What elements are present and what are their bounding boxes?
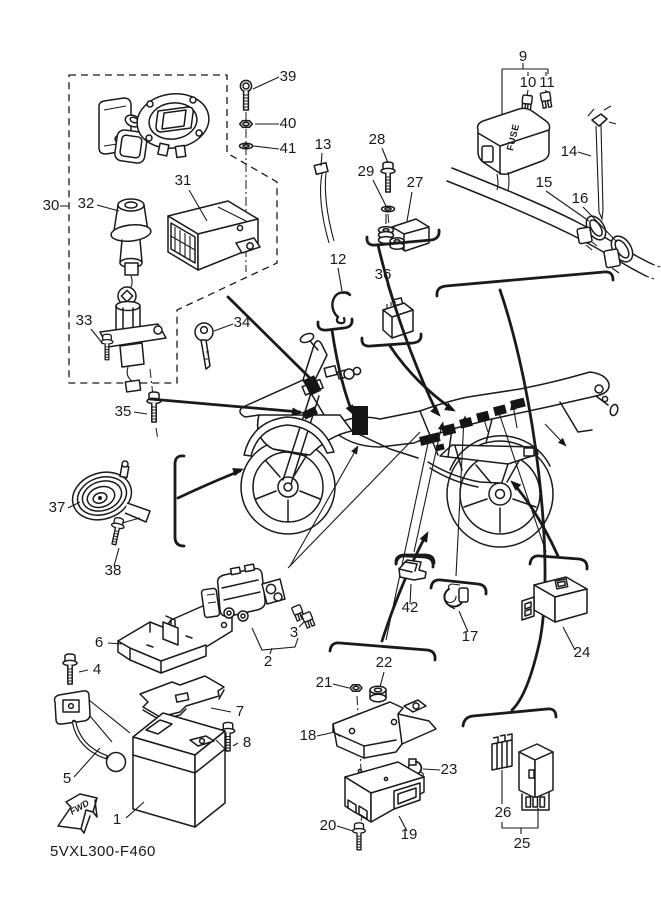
label-12: 12 (329, 251, 347, 268)
harness-tube (447, 168, 660, 279)
label-9: 9 (518, 48, 528, 65)
cable-tie-14 (588, 106, 616, 219)
label-30: 30 (42, 197, 60, 214)
main-switch-assembly (100, 287, 166, 440)
battery (133, 713, 228, 827)
label-4: 4 (92, 661, 102, 678)
label-40: 40 (279, 115, 297, 132)
screw-20 (353, 823, 366, 850)
clip-42 (399, 560, 426, 580)
label-7: 7 (235, 703, 245, 720)
fuse-11 (540, 92, 552, 109)
fwd-text: FWD (68, 797, 91, 817)
label-25: 25 (513, 835, 531, 852)
label-20: 20 (319, 817, 337, 834)
label-22: 22 (375, 654, 393, 671)
washer-41 (240, 143, 253, 149)
key (195, 323, 213, 369)
label-18: 18 (299, 727, 317, 744)
label-28: 28 (368, 131, 386, 148)
label-1: 1 (112, 811, 122, 828)
leader-curves (150, 230, 613, 726)
label-42: 42 (401, 599, 419, 616)
screw-35 (147, 392, 161, 422)
clamp-17 (444, 584, 468, 609)
label-33: 33 (75, 312, 93, 329)
bracket-18 (333, 700, 436, 758)
label-16: 16 (571, 190, 589, 207)
label-10: 10 (519, 74, 537, 91)
label-5: 5 (62, 770, 72, 787)
label-2: 2 (263, 653, 273, 670)
nut-21 (350, 685, 362, 691)
bolt-39 (240, 80, 251, 110)
relay-25 (519, 744, 553, 810)
label-29: 29 (357, 163, 375, 180)
label-39: 39 (279, 68, 297, 85)
ecu-19 (345, 762, 424, 822)
clamp-16 (604, 232, 637, 273)
fwd-arrow (58, 794, 97, 833)
label-36: 36 (374, 266, 392, 283)
label-32: 32 (77, 195, 95, 212)
bolt-4 (63, 654, 77, 684)
label-31: 31 (174, 172, 192, 189)
fuse-box-text: FUSE (504, 122, 523, 152)
bolt-38 (108, 517, 126, 546)
label-8: 8 (242, 734, 252, 751)
band-13 (314, 163, 334, 243)
label-35: 35 (114, 403, 132, 420)
label-41: 41 (279, 140, 297, 157)
label-24: 24 (573, 644, 591, 661)
battery-pad-7 (140, 676, 224, 720)
nut-40 (240, 121, 253, 128)
drawing-code: 5VXL300-F460 (50, 843, 156, 860)
label-26: 26 (494, 804, 512, 821)
bolt-28-washer-29 (381, 162, 395, 226)
label-11: 11 (539, 74, 555, 91)
label-19: 19 (400, 826, 418, 843)
label-3: 3 (289, 624, 299, 641)
starter-relay (201, 564, 285, 621)
clip-12 (332, 292, 350, 323)
label-14: 14 (560, 143, 578, 160)
ecu-unit (168, 201, 260, 270)
label-38: 38 (104, 562, 122, 579)
relay-24 (522, 577, 587, 622)
label-37: 37 (48, 499, 66, 516)
label-13: 13 (314, 136, 332, 153)
label-34: 34 (233, 314, 251, 331)
horn (66, 461, 150, 546)
connector-26 (492, 734, 512, 770)
label-6: 6 (94, 634, 104, 651)
ignition-cylinder (110, 199, 151, 299)
label-27: 27 (406, 174, 424, 191)
label-17: 17 (461, 628, 479, 645)
label-23: 23 (440, 761, 458, 778)
label-21: 21 (315, 674, 333, 691)
battery-lead-5 (55, 691, 131, 772)
grommet-22 (370, 686, 386, 702)
label-15: 15 (535, 174, 553, 191)
